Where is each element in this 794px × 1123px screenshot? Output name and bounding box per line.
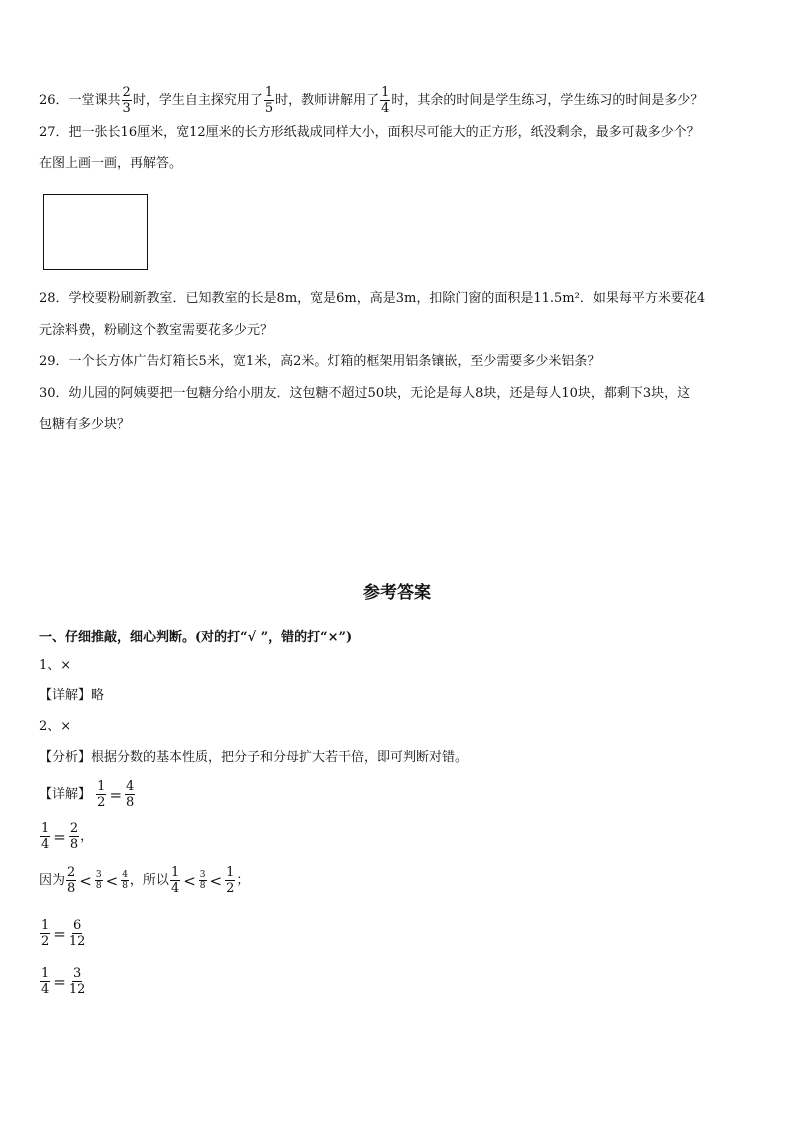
fraction: $\frac{1}{2}$ [226, 865, 235, 896]
answer-2: 2、× [39, 719, 72, 734]
equals-sign: = [53, 827, 66, 846]
drawing-rectangle [43, 194, 148, 270]
less-than-sign: < [79, 871, 92, 890]
equals-sign: = [53, 972, 66, 991]
answer-2-eq2: $\frac{1}{4}$ = $\frac{2}{8}$ ， [41, 821, 94, 852]
question-28-line-2: 元涂料费，粉刷这个教室需要花多少元？ [39, 323, 274, 338]
answer-2-detail-eq1 [39, 780, 136, 809]
less-than-sign: < [183, 871, 196, 890]
answer-1: 1、× [39, 658, 72, 673]
less-than-sign: < [209, 871, 223, 890]
fraction: $\frac{1}{4}$ [41, 966, 50, 997]
question-26-text-2: 时，学生自主探究用了 [132, 93, 263, 108]
fraction: $\frac{1}{2}$ [41, 918, 50, 949]
question-30-line-1: 30．幼儿园的阿姨要把一包糖分给小朋友．这包糖不超过50块，无论是每人8块，还是每人10块，都剩下3块，这 [39, 386, 691, 401]
fraction: $\frac{3}{8}$ [199, 869, 206, 891]
fraction: $\frac{3}{12}$ [68, 966, 86, 997]
fraction: $\frac{1}{5}$ [264, 85, 274, 116]
question-29-line-1: 29．一个长方体广告灯箱长5米，宽1米，高2米。灯箱的框架用铝条镶嵌，至少需要多少米铝条？ [39, 354, 601, 369]
question-27-line-1: 27．把一张长16厘米，宽12厘米的长方形纸裁成同样大小，面积尽可能大的正方形，纸没剩余，最多可裁多少个？ [39, 125, 700, 140]
answer-2-analysis: 【分析】根据分数的基本性质，把分子和分母扩大若干倍，即可判断对错。 [39, 750, 469, 765]
question-30-line-2: 包糖有多少块？ [39, 417, 131, 432]
answer-1-detail: 【详解】略 [39, 688, 105, 703]
equals-sign: = [109, 785, 123, 804]
question-26-text-4: 时，其余的时间是学生练习，学生练习的时间是多少？ [391, 93, 704, 108]
fraction: $\frac{2}{3}$ [122, 85, 131, 116]
fraction: $\frac{1}{2}$ [97, 779, 106, 810]
section-1-title: 一、仔细推敲，细心判断。(对的打“√ ”，错的打“×”) [39, 630, 353, 645]
question-26-text-1: 26．一堂课共 [39, 93, 121, 108]
fraction: $\frac{6}{12}$ [68, 918, 86, 949]
fraction: $\frac{2}{8}$ [67, 865, 76, 896]
detail-label: 【详解】 [39, 787, 92, 802]
question-26-text-3: 时，教师讲解用了 [275, 93, 380, 108]
fraction: $\frac{4}{8}$ [122, 869, 128, 891]
fraction: $\frac{1}{4}$ [41, 821, 50, 852]
answers-heading: 参考答案 [363, 583, 431, 603]
answer-2-eq5 [39, 967, 86, 996]
question-27-line-2: 在图上画一画，再解答。 [39, 156, 183, 171]
fraction: $\frac{2}{8}$ [69, 821, 79, 852]
answer-2-eq4 [39, 919, 86, 948]
equals-sign: = [53, 924, 66, 943]
less-than-sign: < [105, 871, 119, 890]
fraction: $\frac{3}{8}$ [95, 869, 102, 891]
fraction: $\frac{4}{8}$ [126, 779, 135, 810]
question-26 [39, 86, 703, 115]
fraction: $\frac{1}{4}$ [170, 865, 180, 896]
answer-2-eq3: 因为 $\frac{2}{8}$ < $\frac{3}{8}$ < $\frac{4}{8}$ ，所以 $\frac{1}{4}$ < $\frac{3}{8}$ < $\frac{1}{2}$ ； [39, 865, 250, 896]
fraction: $\frac{1}{4}$ [381, 85, 390, 116]
question-28-line-1: 28．学校要粉刷新教室．已知教室的长是8m，宽是6m，高是3m，扣除门窗的面积是11.5m²．如果每平方米要花4 [39, 291, 706, 306]
